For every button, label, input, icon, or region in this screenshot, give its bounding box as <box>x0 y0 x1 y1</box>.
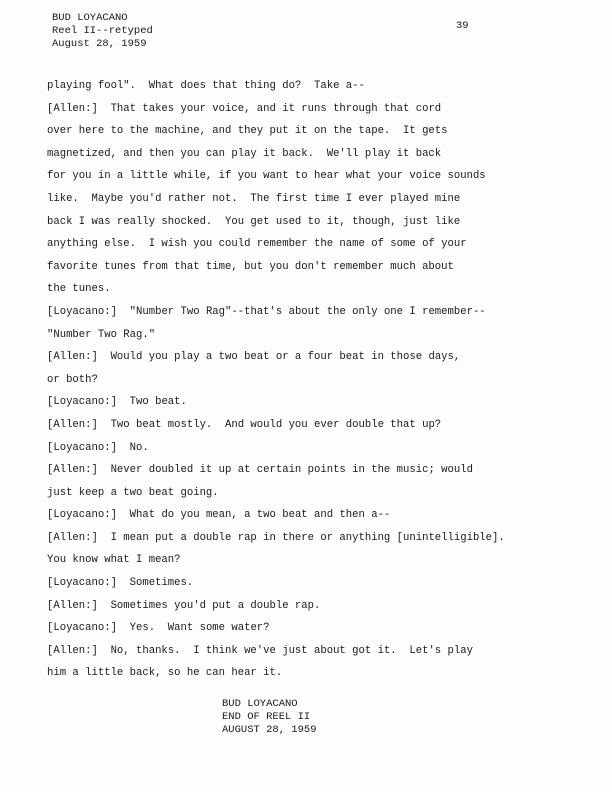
transcript-line <box>47 170 577 193</box>
transcript-line <box>47 487 577 510</box>
footer-reel-end: END OF REEL II <box>222 711 311 723</box>
transcript-line <box>47 532 577 555</box>
page-number: 39 <box>456 20 469 32</box>
line-text: Two beat mostly. And would you ever double that up? <box>97 418 442 431</box>
line-text: You know what I mean? <box>47 554 181 567</box>
header-date: August 28, 1959 <box>52 38 147 50</box>
transcript-line <box>47 509 577 532</box>
line-text: Would you play a two beat or a four beat in those days, <box>97 351 461 364</box>
line-text: magnetized, and then you can play it back. We'll play it back <box>47 147 442 160</box>
speaker-label: [Allen:] <box>47 531 98 544</box>
line-text: favorite tunes from that time, but you don't remember much about <box>47 260 454 273</box>
transcript-line <box>47 396 577 419</box>
speaker-label: [Loyacano:] <box>47 622 117 635</box>
transcript-line <box>47 622 577 645</box>
line-text: Sometimes you'd put a double rap. <box>97 599 321 612</box>
speaker-label: [Allen:] <box>47 644 98 657</box>
speaker-label: [Loyacano:] <box>47 441 117 454</box>
footer-name: BUD LOYACANO <box>222 698 298 710</box>
transcript-line <box>47 374 577 397</box>
transcript-line <box>47 261 577 284</box>
transcript-line <box>47 645 577 668</box>
footer-date: AUGUST 28, 1959 <box>222 724 317 736</box>
transcript-line <box>47 238 577 261</box>
line-text: What do you mean, a two beat and then a-- <box>116 509 391 522</box>
header-name: BUD LOYACANO <box>52 12 128 24</box>
line-text: or both? <box>47 373 98 386</box>
line-text: over here to the machine, and they put it on the tape. It gets <box>47 125 448 138</box>
transcript-line <box>47 148 577 171</box>
transcript-line <box>47 442 577 465</box>
speaker-label: [Loyacano:] <box>47 577 117 590</box>
line-text: "Number Two Rag." <box>47 328 156 341</box>
line-text: him a little back, so he can hear it. <box>47 667 283 680</box>
line-text: That takes your voice, and it runs through that cord <box>97 102 442 115</box>
speaker-label: [Loyacano:] <box>47 305 117 318</box>
line-text: the tunes. <box>47 283 111 296</box>
line-text: anything else. I wish you could remember the name of some of your <box>47 238 467 251</box>
line-text: Sometimes. <box>116 577 194 590</box>
transcript-body <box>47 80 577 690</box>
line-text: I mean put a double rap in there or anything [unintelligible]. <box>97 531 505 544</box>
line-text: No. <box>116 441 149 454</box>
line-text: like. Maybe you'd rather not. The first time I ever played mine <box>47 192 461 205</box>
line-text: Yes. Want some water? <box>116 622 270 635</box>
line-text: playing fool". What does that thing do? Take a-- <box>47 80 365 92</box>
speaker-label: [Allen:] <box>47 351 98 364</box>
transcript-line <box>47 283 577 306</box>
line-text: "Number Two Rag"--that's about the only one I remember-- <box>116 305 486 318</box>
transcript-line <box>47 306 577 329</box>
transcript-line <box>47 554 577 577</box>
transcript-line <box>47 103 577 126</box>
line-text: No, thanks. I think we've just about got it. Let's play <box>97 644 473 657</box>
speaker-label: [Loyacano:] <box>47 509 117 522</box>
transcript-line <box>47 600 577 623</box>
speaker-label: [Allen:] <box>47 599 98 612</box>
transcript-line <box>47 193 577 216</box>
speaker-label: [Loyacano:] <box>47 396 117 409</box>
line-text: Two beat. <box>116 396 187 409</box>
line-text: just keep a two beat going. <box>47 486 219 499</box>
transcript-line <box>47 667 577 690</box>
document-header <box>52 12 153 51</box>
line-text: for you in a little while, if you want to hear what your voice sounds <box>47 170 486 183</box>
speaker-label: [Allen:] <box>47 464 98 477</box>
speaker-label: [Allen:] <box>47 102 98 115</box>
transcript-line <box>47 80 577 103</box>
line-text: Never doubled it up at certain points in the music; would <box>97 464 473 477</box>
transcript-line <box>47 351 577 374</box>
line-text: back I was really shocked. You get used to it, though, just like <box>47 215 461 228</box>
transcript-line <box>47 329 577 352</box>
transcript-line <box>47 419 577 442</box>
header-reel: Reel II--retyped <box>52 25 153 37</box>
speaker-label: [Allen:] <box>47 418 98 431</box>
transcript-line <box>47 216 577 239</box>
transcript-line <box>47 577 577 600</box>
transcript-line <box>47 464 577 487</box>
document-footer <box>222 698 317 737</box>
transcript-line <box>47 125 577 148</box>
